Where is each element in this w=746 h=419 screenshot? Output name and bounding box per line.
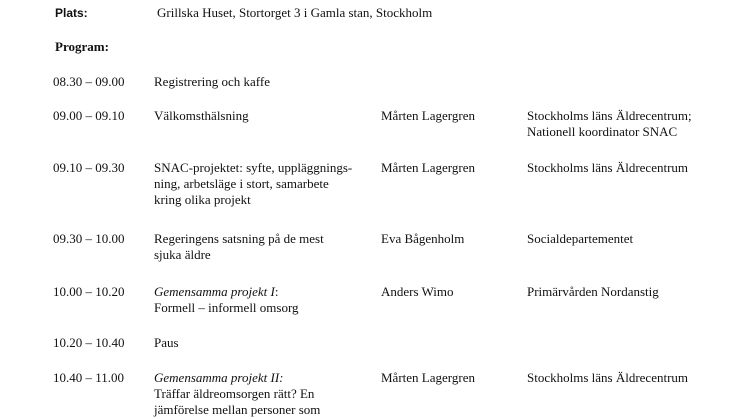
- row-time: 08.30 – 09.00: [53, 74, 125, 89]
- row-organization: Stockholms läns Äldrecentrum: [527, 160, 689, 175]
- venue-label: Plats:: [55, 6, 88, 20]
- row-time: 09.10 – 09.30: [53, 160, 125, 175]
- row-description: SNAC-projektet: syfte, uppläggnings- ning, arbetsläge i stort, samarbete kring olika projekt: [154, 160, 353, 207]
- row-speaker: Mårten Lagergren: [381, 160, 475, 175]
- row-organization: Stockholms läns Äldrecentrum: [527, 370, 689, 385]
- row-speaker: Mårten Lagergren: [381, 370, 475, 385]
- row-organization: Stockholms läns Äldrecentrum; Nationell koordinator SNAC: [527, 108, 692, 139]
- row-speaker: Mårten Lagergren: [381, 108, 475, 123]
- row-description: Välkomsthälsning: [154, 108, 249, 123]
- row-time: 09.30 – 10.00: [53, 231, 125, 246]
- row-speaker: Eva Bågenholm: [381, 231, 465, 246]
- row-time: 10.00 – 10.20: [53, 284, 125, 299]
- row-description: Regeringens satsning på de mest sjuka äldre: [154, 231, 324, 262]
- row-speaker: Anders Wimo: [381, 284, 454, 299]
- row-organization: Primärvården Nordanstig: [527, 284, 659, 299]
- row-time: 09.00 – 09.10: [53, 108, 125, 123]
- row-description: Gemensamma projekt I: Formell – informell omsorg: [154, 284, 299, 315]
- row-time: 10.20 – 10.40: [53, 335, 125, 350]
- row-description: Paus: [154, 335, 179, 350]
- program-heading: Program:: [55, 39, 109, 54]
- row-organization: Socialdepartementet: [527, 231, 634, 246]
- row-time: 10.40 – 11.00: [53, 370, 125, 385]
- row-description: Registrering och kaffe: [154, 74, 270, 89]
- row-description: Gemensamma projekt II: Träffar äldreomsorgen rätt? En jämförelse mellan personer som: [154, 370, 321, 417]
- venue-value: Grillska Huset, Stortorget 3 i Gamla stan, Stockholm: [157, 5, 433, 20]
